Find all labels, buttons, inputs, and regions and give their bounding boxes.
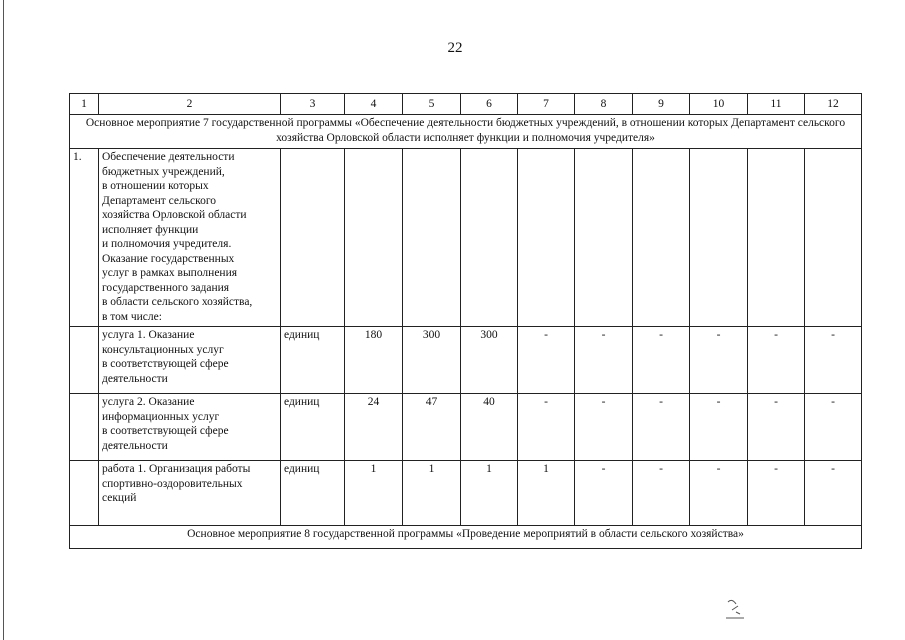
row-value: 24 bbox=[345, 394, 403, 461]
indicator-table bbox=[69, 93, 862, 549]
row-value: 47 bbox=[403, 394, 461, 461]
empty-cell bbox=[403, 149, 461, 327]
table-row bbox=[70, 461, 862, 526]
row-value: 1 bbox=[461, 461, 518, 526]
section-8-title: Основное мероприятие 8 государственной программы «Проведение мероприятий в области сельского хозяйства» bbox=[70, 526, 862, 549]
row-value: 300 bbox=[461, 327, 518, 394]
table-row bbox=[70, 149, 862, 327]
column-number: 5 bbox=[403, 94, 461, 115]
row-value: - bbox=[633, 394, 690, 461]
row-value: - bbox=[805, 461, 862, 526]
row-value: - bbox=[805, 394, 862, 461]
row-value: - bbox=[690, 327, 748, 394]
column-number: 8 bbox=[575, 94, 633, 115]
row-value: - bbox=[748, 327, 805, 394]
row-value: - bbox=[748, 394, 805, 461]
row-description: работа 1. Организация работы спортивно-оздоровительных секций bbox=[99, 461, 281, 526]
row-unit: единиц bbox=[281, 394, 345, 461]
column-number: 7 bbox=[518, 94, 575, 115]
row-value: 300 bbox=[403, 327, 461, 394]
section-7-title: Основное мероприятие 7 государственной программы «Обеспечение деятельности бюджетных учреждений, в отношении которых Департамент сельского хозяйства Орловской области исполняет функции и полномочия учредителя» bbox=[70, 115, 862, 149]
column-number: 11 bbox=[748, 94, 805, 115]
empty-cell bbox=[805, 149, 862, 327]
page-number: 22 bbox=[447, 40, 463, 56]
left-margin-line bbox=[3, 0, 4, 640]
empty-cell bbox=[70, 394, 99, 461]
column-number: 6 bbox=[461, 94, 518, 115]
row-value: - bbox=[575, 461, 633, 526]
row-value: - bbox=[690, 461, 748, 526]
column-number: 3 bbox=[281, 94, 345, 115]
row-value: 180 bbox=[345, 327, 403, 394]
row-description: услуга 1. Оказание консультационных услуг в соответствующей сфере деятельности bbox=[99, 327, 281, 394]
row-value: - bbox=[633, 327, 690, 394]
row-unit: единиц bbox=[281, 327, 345, 394]
column-number: 2 bbox=[99, 94, 281, 115]
row-value: 1 bbox=[345, 461, 403, 526]
row-value: - bbox=[690, 394, 748, 461]
row-number: 1. bbox=[70, 149, 99, 327]
empty-cell bbox=[575, 149, 633, 327]
row-value: - bbox=[748, 461, 805, 526]
column-number: 1 bbox=[70, 94, 99, 115]
row-value: - bbox=[518, 327, 575, 394]
row-value: - bbox=[575, 327, 633, 394]
row-description: услуга 2. Оказание информационных услуг в соответствующей сфере деятельности bbox=[99, 394, 281, 461]
row-value: - bbox=[633, 461, 690, 526]
empty-cell bbox=[345, 149, 403, 327]
scan-mark bbox=[722, 592, 752, 622]
row-value: 1 bbox=[518, 461, 575, 526]
empty-cell bbox=[690, 149, 748, 327]
empty-cell bbox=[70, 461, 99, 526]
empty-cell bbox=[70, 327, 99, 394]
column-number: 9 bbox=[633, 94, 690, 115]
column-number: 4 bbox=[345, 94, 403, 115]
row-description: Обеспечение деятельности бюджетных учреждений, в отношении которых Департамент сельского хозяйства Орловской области исполняет функции и полномочия учредителя. Оказание государственных услуг в рамках выполнения государственного задания в области сельского хозяйства, в том числе: bbox=[99, 149, 281, 327]
empty-cell bbox=[461, 149, 518, 327]
row-value: 40 bbox=[461, 394, 518, 461]
empty-cell bbox=[518, 149, 575, 327]
row-unit: единиц bbox=[281, 461, 345, 526]
column-number-row bbox=[70, 94, 862, 115]
row-value: 1 bbox=[403, 461, 461, 526]
table-row bbox=[70, 394, 862, 461]
row-value: - bbox=[805, 327, 862, 394]
row-value: - bbox=[575, 394, 633, 461]
empty-cell bbox=[281, 149, 345, 327]
section-row bbox=[70, 115, 862, 149]
row-value: - bbox=[518, 394, 575, 461]
empty-cell bbox=[633, 149, 690, 327]
section-row bbox=[70, 526, 862, 549]
table-row bbox=[70, 327, 862, 394]
column-number: 12 bbox=[805, 94, 862, 115]
column-number: 10 bbox=[690, 94, 748, 115]
empty-cell bbox=[748, 149, 805, 327]
